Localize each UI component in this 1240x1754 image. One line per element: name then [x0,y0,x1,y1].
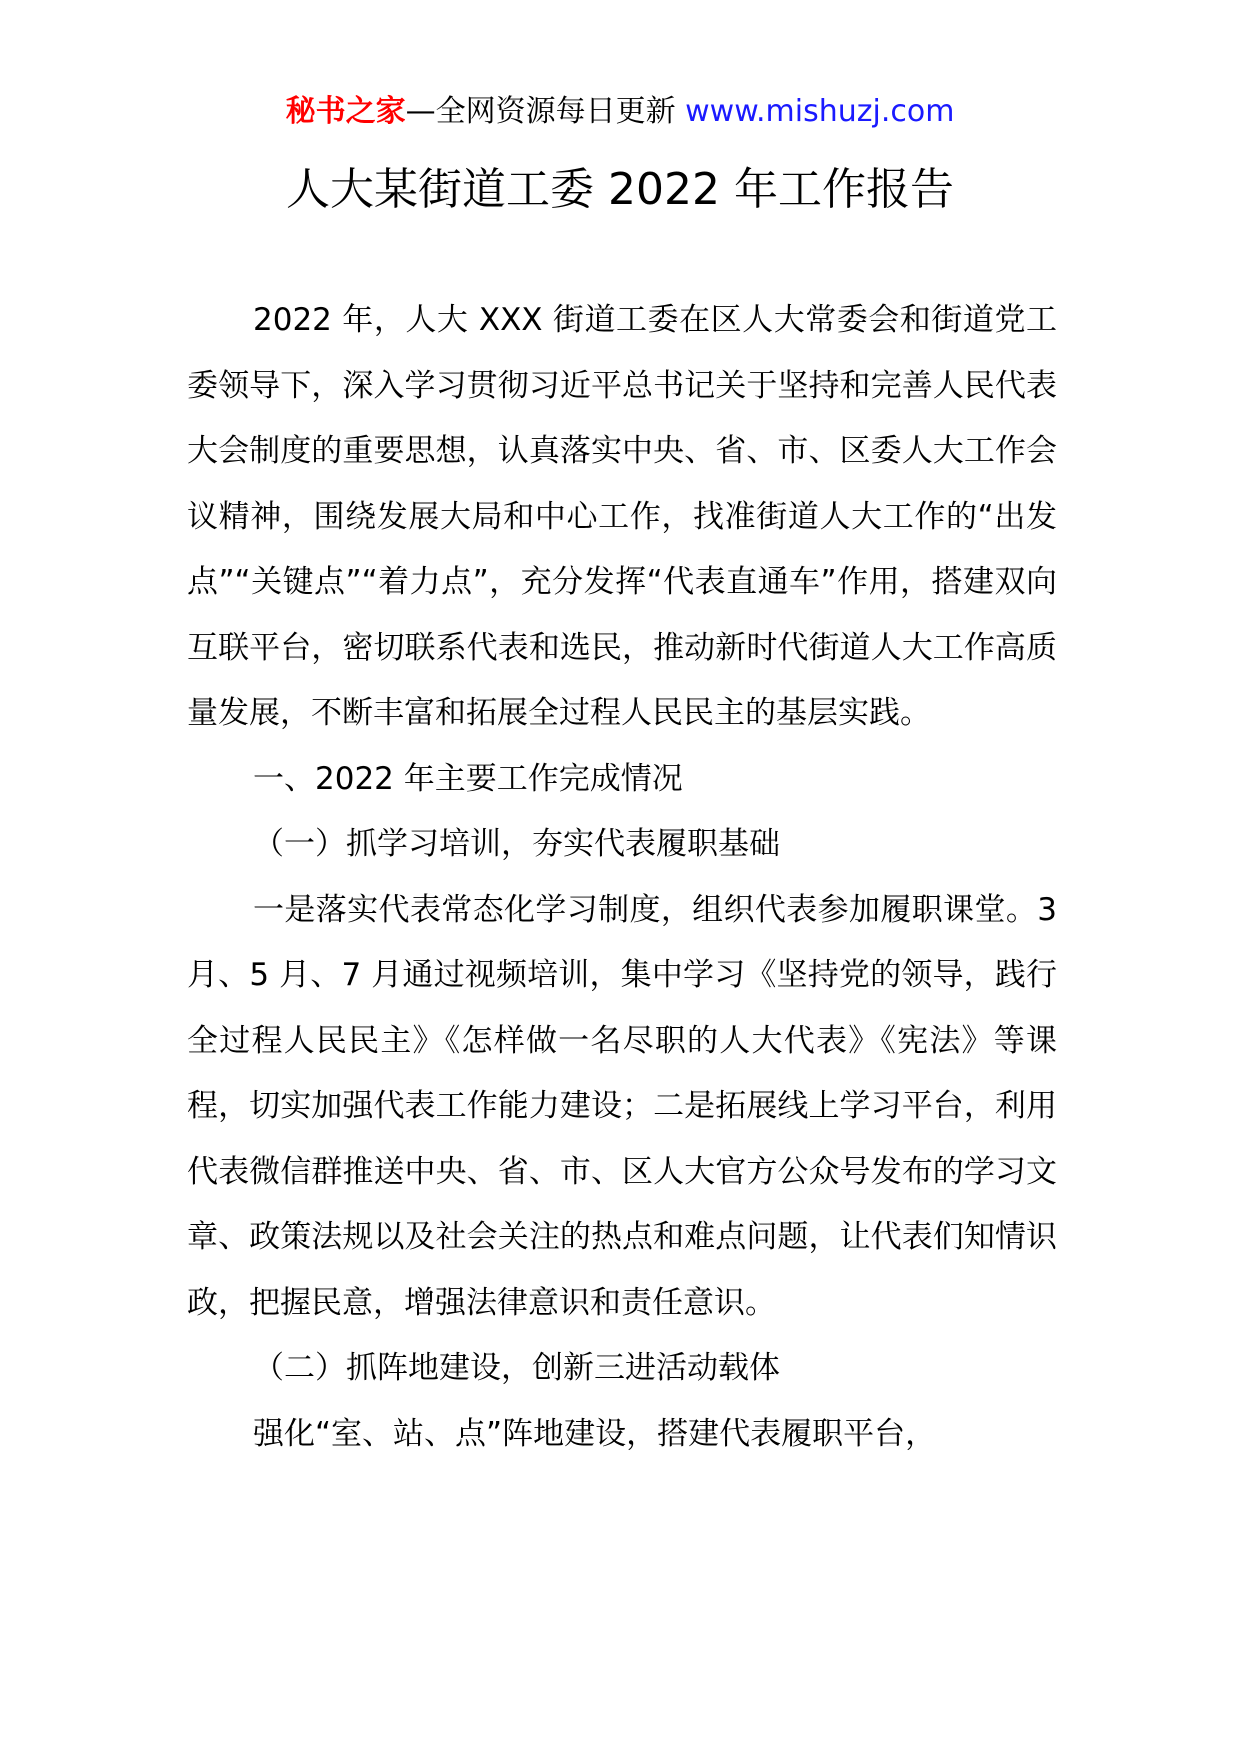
subsection-heading-2: （二）抓阵地建设，创新三进活动载体 [253,1350,780,1386]
document-title: 人大某街道工委 2022 年工作报告 [286,164,954,215]
brand-name: 秘书之家 [285,94,406,129]
body-paragraph-2: 强化“室、站、点”阵地建设，搭建代表履职平台， [253,1415,937,1452]
subsection-heading-1: （一）抓学习培训，夯实代表履职基础 [253,826,780,862]
intro-paragraph: 2022 年，人大 XXX 街道工委在区人大常委会和街道党工委领导下，深入学习贯彻习近平总书记关于坚持和完善人民代表大会制度的重要思想，认真落实中央、省、市、区委人大工作会议精神，围绕发展大局和中心工作，找准街道人大工作的“出发点”“关键点”“着力点”，充分发挥“代表直通车”作用，搭建双向互联平台，密切联系代表和选民，推动新时代街道人大工作高质量发展，不断丰富和拓展全过程人民民主的基层实践。 [187,302,1057,731]
section-heading-1: 一、2022 年主要工作完成情况 [253,760,683,797]
document-body [187,288,1057,1467]
site-header [0,92,1240,132]
site-url-link[interactable]: www.mishuzj.com [685,94,955,129]
header-tagline: —全网资源每日更新 [405,94,686,129]
body-paragraph-1: 一是落实代表常态化学习制度，组织代表参加履职课堂。3 月、5 月、7 月通过视频培训，集中学习《坚持党的领导，践行全过程人民民主》《怎样做一名尽职的人大代表》《宪法》等课程，切实加强代表工作能力建设；二是拓展线上学习平台，利用代表微信群推送中央、省、市、区人大官方公众号发布的学习文章、政策法规以及社会关注的热点和难点问题，让代表们知情识政，把握民意，增强法律意识和责任意识。 [187,891,1057,1321]
